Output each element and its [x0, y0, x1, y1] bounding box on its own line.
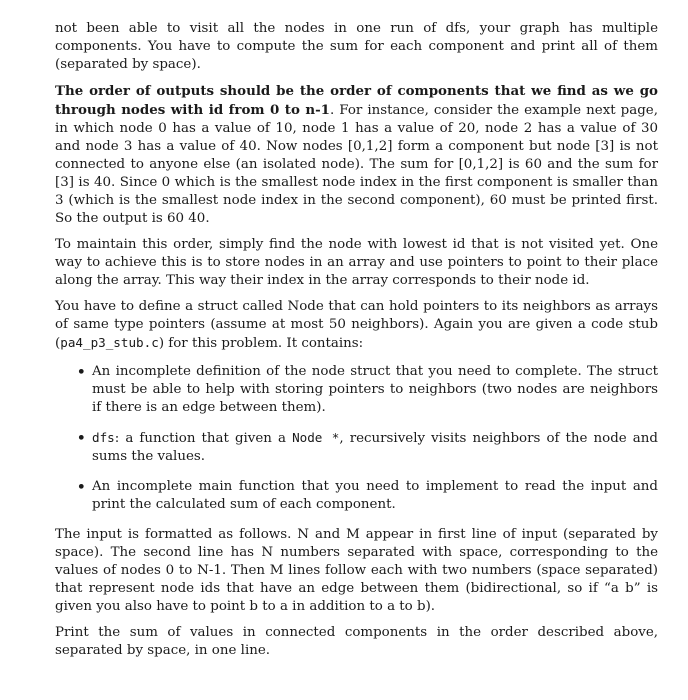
document-page — [55, 20, 658, 668]
list-item — [55, 363, 658, 417]
stub-filename: pa4_p3_stub.c — [60, 335, 159, 350]
paragraph-struct-definition — [55, 298, 658, 353]
list-item-text: : a function that given a — [114, 431, 293, 446]
paragraph-input-format: The input is formatted as follows. N and M appear in first line of input (separated by space). The second line has N numbers separated with space, corresponding to the values of nodes 0 to N-1. Then M lines follow each with two numbers (space separated) that represent node ids that have an edge between them (bidirectional, so if “a b” is given you also have to point b to a in addition to a to b). — [55, 527, 658, 614]
list-item — [55, 429, 658, 466]
list-item — [55, 478, 658, 514]
paragraph-components: not been able to visit all the nodes in one run of dfs, your graph has multiple components. You have to compute the sum for each component and print all of them (separated by space). — [55, 21, 658, 72]
dfs-code: dfs — [92, 430, 115, 445]
bullet-icon: • — [77, 364, 86, 380]
stub-contents-list — [55, 363, 658, 514]
list-item-text: , recursively visits neighbors of the node and sums the values. — [92, 431, 658, 464]
bullet-icon: • — [77, 479, 86, 495]
node-pointer-code: Node * — [292, 430, 340, 445]
output-order-emphasis: The order of outputs should be the order of components that we find as we go through nodes with id from 0 to n-1 — [55, 83, 658, 118]
paragraph-print-sum: Print the sum of values in connected components in the order described above, separated by space, in one line. — [55, 625, 658, 658]
struct-text-a: You have to define a struct called Node that can hold pointers to its neighbors as arrays of same type pointers (assume at most 50 neighbors). Again you are given a code stub ( — [55, 299, 658, 351]
bullet-icon: • — [77, 430, 86, 446]
output-order-explanation: . For instance, consider the example next page, in which node 0 has a value of 10, node 1 has a value of 20, node 2 has a value of 30 and node 3 has a value of 40. Now nodes [0,1,2] form a component but node [3] is not connected to anyone else (an isolated node). The sum for [0,1,2] is 60 and the sum for [3] is 40. Since 0 which is the smallest node index in the first component is smaller than 3 (which is the smallest node index in the second component), 60 must be printed first. So the output is 60 40. — [55, 103, 658, 226]
paragraph-maintain-order: To maintain this order, simply find the node with lowest id that is not visited yet. One way to achieve this is to store nodes in an array and use pointers to point to their place along the array. This way their index in the array corresponds to their node id. — [55, 237, 658, 288]
paragraph-output-order — [55, 82, 658, 228]
list-item-text: An incomplete definition of the node struct that you need to complete. The struct must be able to help with storing pointers to neighbors (two nodes are neighbors if there is an edge between them). — [92, 364, 658, 415]
struct-text-b: ) for this problem. It contains: — [158, 336, 364, 351]
list-item-text: An incomplete main function that you need to implement to read the input and print the calculated sum of each component. — [92, 479, 658, 512]
